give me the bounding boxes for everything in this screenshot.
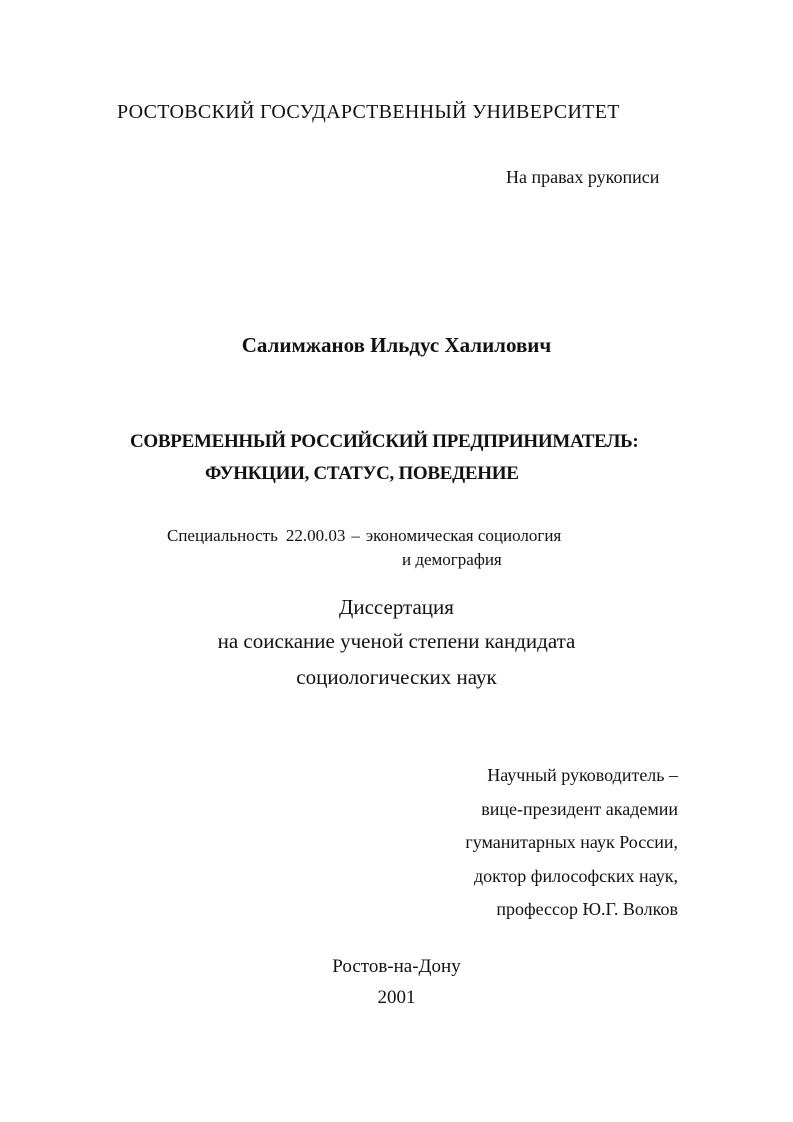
- specialty-line: [167, 527, 561, 544]
- advisor-line: гуманитарных наук России,: [465, 832, 678, 852]
- degree-line: на соискание ученой степени кандидата: [217, 629, 576, 653]
- dissertation-type: Диссертация: [339, 595, 454, 619]
- specialty-name-line-2: и демография: [402, 550, 502, 569]
- scientific-advisor-block: [465, 766, 678, 934]
- manuscript-note: На правах рукописи: [506, 167, 660, 187]
- dissertation-title-line-2: ФУНКЦИИ, СТАТУС, ПОВЕДЕНИЕ: [205, 463, 519, 484]
- city: Ростов-на-Дону: [332, 956, 461, 977]
- advisor-line: Научный руководитель –: [487, 765, 678, 785]
- dissertation-title-line-1: СОВРЕМЕННЫЙ РОССИЙСКИЙ ПРЕДПРИНИМАТЕЛЬ:: [130, 431, 639, 452]
- advisor-line: доктор философских наук,: [474, 865, 678, 886]
- author-name: Салимжанов Ильдус Халилович: [241, 333, 552, 357]
- specialty-dash: –: [351, 526, 360, 545]
- university-name: РОСТОВСКИЙ ГОСУДАРСТВЕННЫЙ УНИВЕРСИТЕТ: [117, 101, 620, 123]
- degree-field-line: социологических наук: [296, 665, 497, 689]
- advisor-line: профессор Ю.Г. Волков: [496, 899, 678, 919]
- advisor-line: вице-президент академии: [481, 798, 678, 819]
- year: 2001: [377, 987, 416, 1008]
- specialty-code: 22.00.03: [285, 526, 346, 545]
- specialty-name-line-1: экономическая социология: [365, 526, 562, 545]
- specialty-label: Специальность: [167, 526, 278, 545]
